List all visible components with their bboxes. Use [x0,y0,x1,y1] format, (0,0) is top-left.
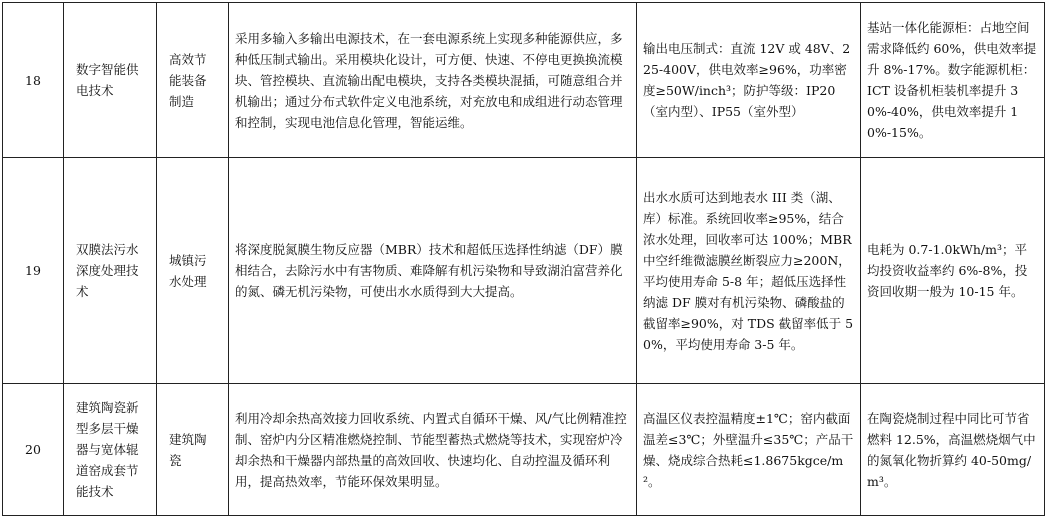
technical-indicators: 高温区仪表控温精度±1℃；窑内截面温差≤3℃；外壁温升≤35℃；产品干燥、烧成综合热耗≤1.8675kgce/m²。 [637,384,861,516]
technology-category: 建筑陶瓷 [157,384,229,516]
technology-category: 高效节能装备制造 [157,3,229,158]
row-number: 18 [3,3,64,158]
benefits: 在陶瓷烧制过程中同比可节省燃料 12.5%，高温燃烧烟气中的氮氧化物折算约 40-50mg/m³。 [861,384,1045,516]
technology-category: 城镇污水处理 [157,158,229,384]
technology-description: 将深度脱氮膜生物反应器（MBR）技术和超低压选择性纳滤（DF）膜相结合，去除污水中有害物质、难降解有机污染物和导致湖泊富营养化的氮、磷无机污染物，可使出水水质得到大大提高。 [229,158,637,384]
row-number: 19 [3,158,64,384]
technology-name: 双膜法污水深度处理技术 [64,158,157,384]
table-row [3,3,1045,158]
technology-description: 采用多输入多输出电源技术，在一套电源系统上实现多种能源供应，多种低压制式输出。采用模块化设计，可方便、快速、不停电更换换流模块、管控模块、直流输出配电模块，支持各类模块混插，可随意组合并机输出；通过分布式软件定义电池系统，对充放电和成组进行动态管理和控制，实现电池信息化管理，智能运维。 [229,3,637,158]
technology-table [2,2,1045,516]
technology-name: 建筑陶瓷新型多层干燥器与宽体辊道窑成套节能技术 [64,384,157,516]
benefits: 基站一体化能源柜：占地空间需求降低约 60%，供电效率提升 8%-17%。数字能源机柜：ICT 设备机柜装机率提升 30%-40%，供电效率提升 10%-15%。 [861,3,1045,158]
benefits: 电耗为 0.7-1.0kWh/m³；平均投资收益率约 6%-8%，投资回收期一般为 10-15 年。 [861,158,1045,384]
technical-indicators: 出水水质可达到地表水 III 类（湖、库）标准。系统回收率≥95%，结合浓水处理，回收率可达 100%；MBR 中空纤维微滤膜丝断裂应力≥200N，平均使用寿命 5-8 年；超低压选择性纳滤 DF 膜对有机污染物、磷酸盐的截留率≥90%，对 TDS 截留率低于 50%，平均使用寿命 3-5 年。 [637,158,861,384]
technical-indicators: 输出电压制式：直流 12V 或 48V、225-400V，供电效率≥96%，功率密度≥50W/inch³；防护等级：IP20（室内型）、IP55（室外型） [637,3,861,158]
table-row [3,158,1045,384]
technology-description: 利用冷却余热高效接力回收系统、内置式自循环干燥、风/气比例精准控制、窑炉内分区精准燃烧控制、节能型蓄热式燃烧等技术，实现窑炉冷却余热和干燥器内部热量的高效回收、快速均化、自动控温及循环利用，提高热效率，节能环保效果明显。 [229,384,637,516]
row-number: 20 [3,384,64,516]
technology-name: 数字智能供电技术 [64,3,157,158]
table-row [3,384,1045,516]
